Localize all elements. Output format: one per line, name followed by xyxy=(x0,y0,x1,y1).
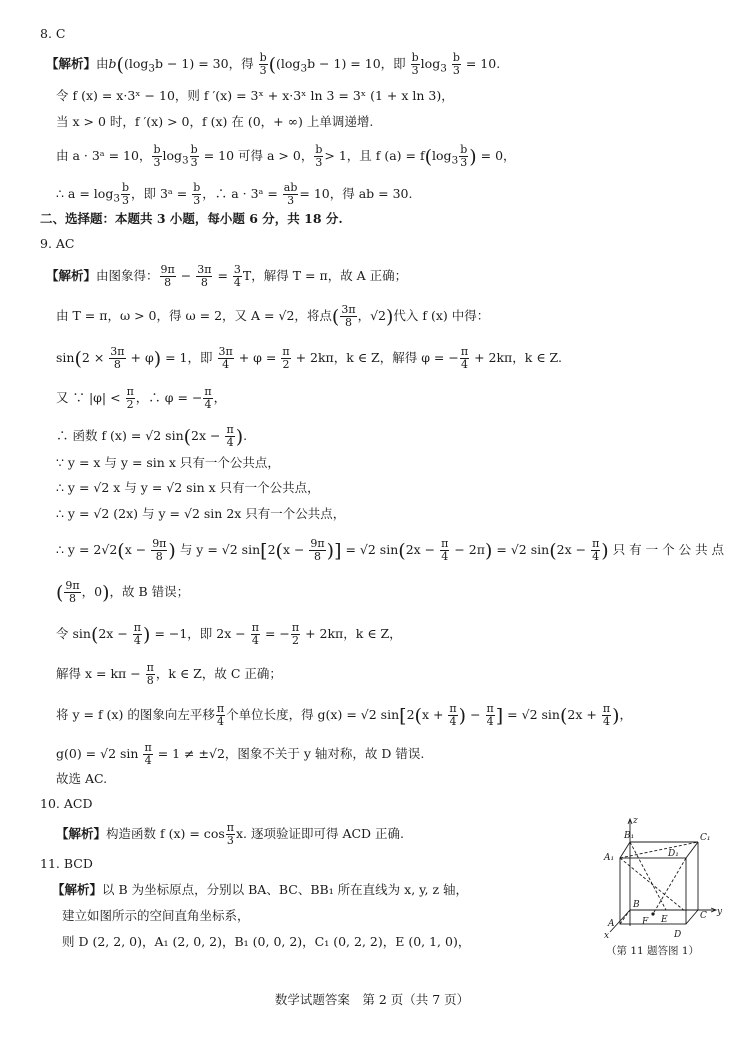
q8-line-2: 令 f (x) = x·3ˣ − 10，则 f ′(x) = 3ˣ + x·3ˣ ln 3 = 3ˣ (1 + x ln 3)， xyxy=(56,88,454,103)
q10-line-1: 【解析】构造函数 f (x) = cos $\frac{\pi}{3}$ x. 逐项验证即可得 ACD 正确. xyxy=(56,821,405,847)
q9-line-15: 故选 AC. xyxy=(56,771,108,786)
q9-line-8: ∴ y = √2 (2x) 与 y = √2 sin 2x 只有一个公共点， xyxy=(56,506,346,521)
q11-line-3: 则 D (2, 2, 0)，A₁ (2, 0, 2)，B₁ (0, 0, 2)，C₁ (0, 2, 2)，E (0, 1, 0)， xyxy=(62,934,471,949)
label-x: x xyxy=(604,931,610,941)
q11-line-1: 【解析】以 B 为坐标原点，分别以 BA、BC、BB₁ 所在直线为 x, y, z 轴， xyxy=(52,882,469,897)
label-c: C xyxy=(700,911,707,921)
q8-header: 8. C xyxy=(40,26,66,41)
line-d1-f xyxy=(653,858,686,914)
q9-line-1: 【解析】由图象得： $\frac{9\pi}{8}$ − $\frac{3\pi}{8}$ = $\frac{3}{4}$ T，解得 T = π，故 A 正确； xyxy=(46,263,408,289)
q9-header: 9. AC xyxy=(40,236,75,251)
q9-line-3: sin(2 × $\frac{3\pi}{8}$ + φ) = 1，即 $\frac{3\pi}{4}$ + φ = $\frac{\pi}{2}$ + 2kπ，k ∈ Z，解得 φ = − $\frac{\pi}{4}$ + 2kπ，k ∈ Z. xyxy=(56,345,562,371)
q9-line-12: 解得 x = kπ − $\frac{\pi}{8}$ ，k ∈ Z，故 C 正确； xyxy=(56,661,282,687)
edge-a1-b1 xyxy=(620,842,630,858)
q8-line-5: ∴ $a = \log_3$ $\frac{b}{3}$ ，即 3ᵃ = $\frac{b}{3}$ ，∴ a · 3ᵃ = $\frac{ab}{3}$ = 10，得 ab = 30. xyxy=(56,181,413,207)
label-d1: D₁ xyxy=(668,849,679,859)
q11-line-2: 建立如图所示的空间直角坐标系， xyxy=(62,908,250,923)
q8-line-3: 当 x > 0 时，f ′(x) > 0，f (x) 在 (0，+ ∞) 上单调递增. xyxy=(56,114,374,129)
q9-line-9: ∴ y = 2√2(x − $\frac{9\pi}{8}$ ) 与 y = √2 sin[2(x − $\frac{9\pi}{8}$ )] = √2 sin(2x − $\frac{\pi}{4}$ − 2π) = √2 sin(2x − $\frac{\pi}{4}$ ) 只 有 一 个 公 共 点 xyxy=(56,537,725,563)
q9-line-11: 令 sin(2x − $\frac{\pi}{4}$ ) = −1，即 2x − $\frac{\pi}{4}$ = − $\frac{\pi}{2}$ + 2kπ，k ∈ Z， xyxy=(56,621,402,647)
q9-line-5: ∴ 函数 f (x) = √2 sin(2x − $\frac{\pi}{4}$ ). xyxy=(56,423,248,449)
edge-d-c xyxy=(686,910,698,924)
q9-line-4: 又 ∵ |φ| < $\frac{\pi}{2}$ ，∴ φ = − $\frac{\pi}{4}$ ， xyxy=(56,385,227,411)
q9-line-2: 由 T = π，ω > 0，得 ω = 2，又 A = √2，将点( $\frac{3\pi}{8}$ ，√2)代入 f (x) 中得： xyxy=(56,303,490,329)
label-c1: C₁ xyxy=(700,833,711,843)
q9-line-14: g(0) = √2 sin $\frac{\pi}{4}$ = 1 ≠ ±√2，图象不关于 y 轴对称，故 D 错误. xyxy=(56,741,425,767)
label-f: F xyxy=(642,917,649,927)
q8-line-4: 由 a · 3ᵃ = 10， $\frac{b}{3}$ $\log_3$ $\frac{b}{3}$ = 10 可得 a > 0， $\frac{b}{3}$ > 1，且 f $(a) = f(\log_3$ $\frac{b}{3}$ ) = 0， xyxy=(56,143,516,169)
q8-line-1: 【解析】由$b((\log_3b - 1) = 30$，得 $\frac{b}{3}$ ($(\log_3b - 1) = 10$，即 $\frac{b}{3}$ $\log_3$ $\frac{b}{3}$ = 10. xyxy=(46,51,501,77)
section-2-title: 二、选择题：本题共 3 小题，每小题 6 分，共 18 分. xyxy=(40,211,343,226)
page-footer: 数学试题答案 第 2 页（共 7 页） xyxy=(274,992,470,1007)
label-b1: B₁ xyxy=(624,831,635,841)
figure-caption: （第 11 题答图 1） xyxy=(606,945,700,957)
q9-line-7: ∴ y = √2 x 与 y = √2 sin x 只有一个公共点， xyxy=(56,480,320,495)
label-e: E xyxy=(661,915,668,925)
point-f xyxy=(651,912,654,915)
q9-line-13: 将 y = f (x) 的图象向左平移 $\frac{\pi}{4}$ 个单位长度，得 g(x) = √2 sin[2(x + $\frac{\pi}{4}$ ) − $\frac{\pi}{4}$ ] = √2 sin(2x + $\frac{\pi}{4}$ )， xyxy=(56,702,633,728)
q9-line-6: ∵ y = x 与 y = sin x 只有一个公共点， xyxy=(56,455,280,470)
label-d: D xyxy=(674,930,682,940)
q10-header: 10. ACD xyxy=(40,796,93,811)
q11-header: 11. BCD xyxy=(40,856,93,871)
label-b: B xyxy=(633,900,640,910)
label-y: y xyxy=(717,907,723,917)
label-z: z xyxy=(633,816,638,826)
label-a: A xyxy=(608,919,615,929)
q9-line-10: ( $\frac{9\pi}{8}$ ，0)，故 B 错误； xyxy=(56,579,190,605)
edge-d1-c1 xyxy=(686,842,698,858)
cube-coordinate-figure xyxy=(598,814,724,964)
label-a1: A₁ xyxy=(604,853,615,863)
